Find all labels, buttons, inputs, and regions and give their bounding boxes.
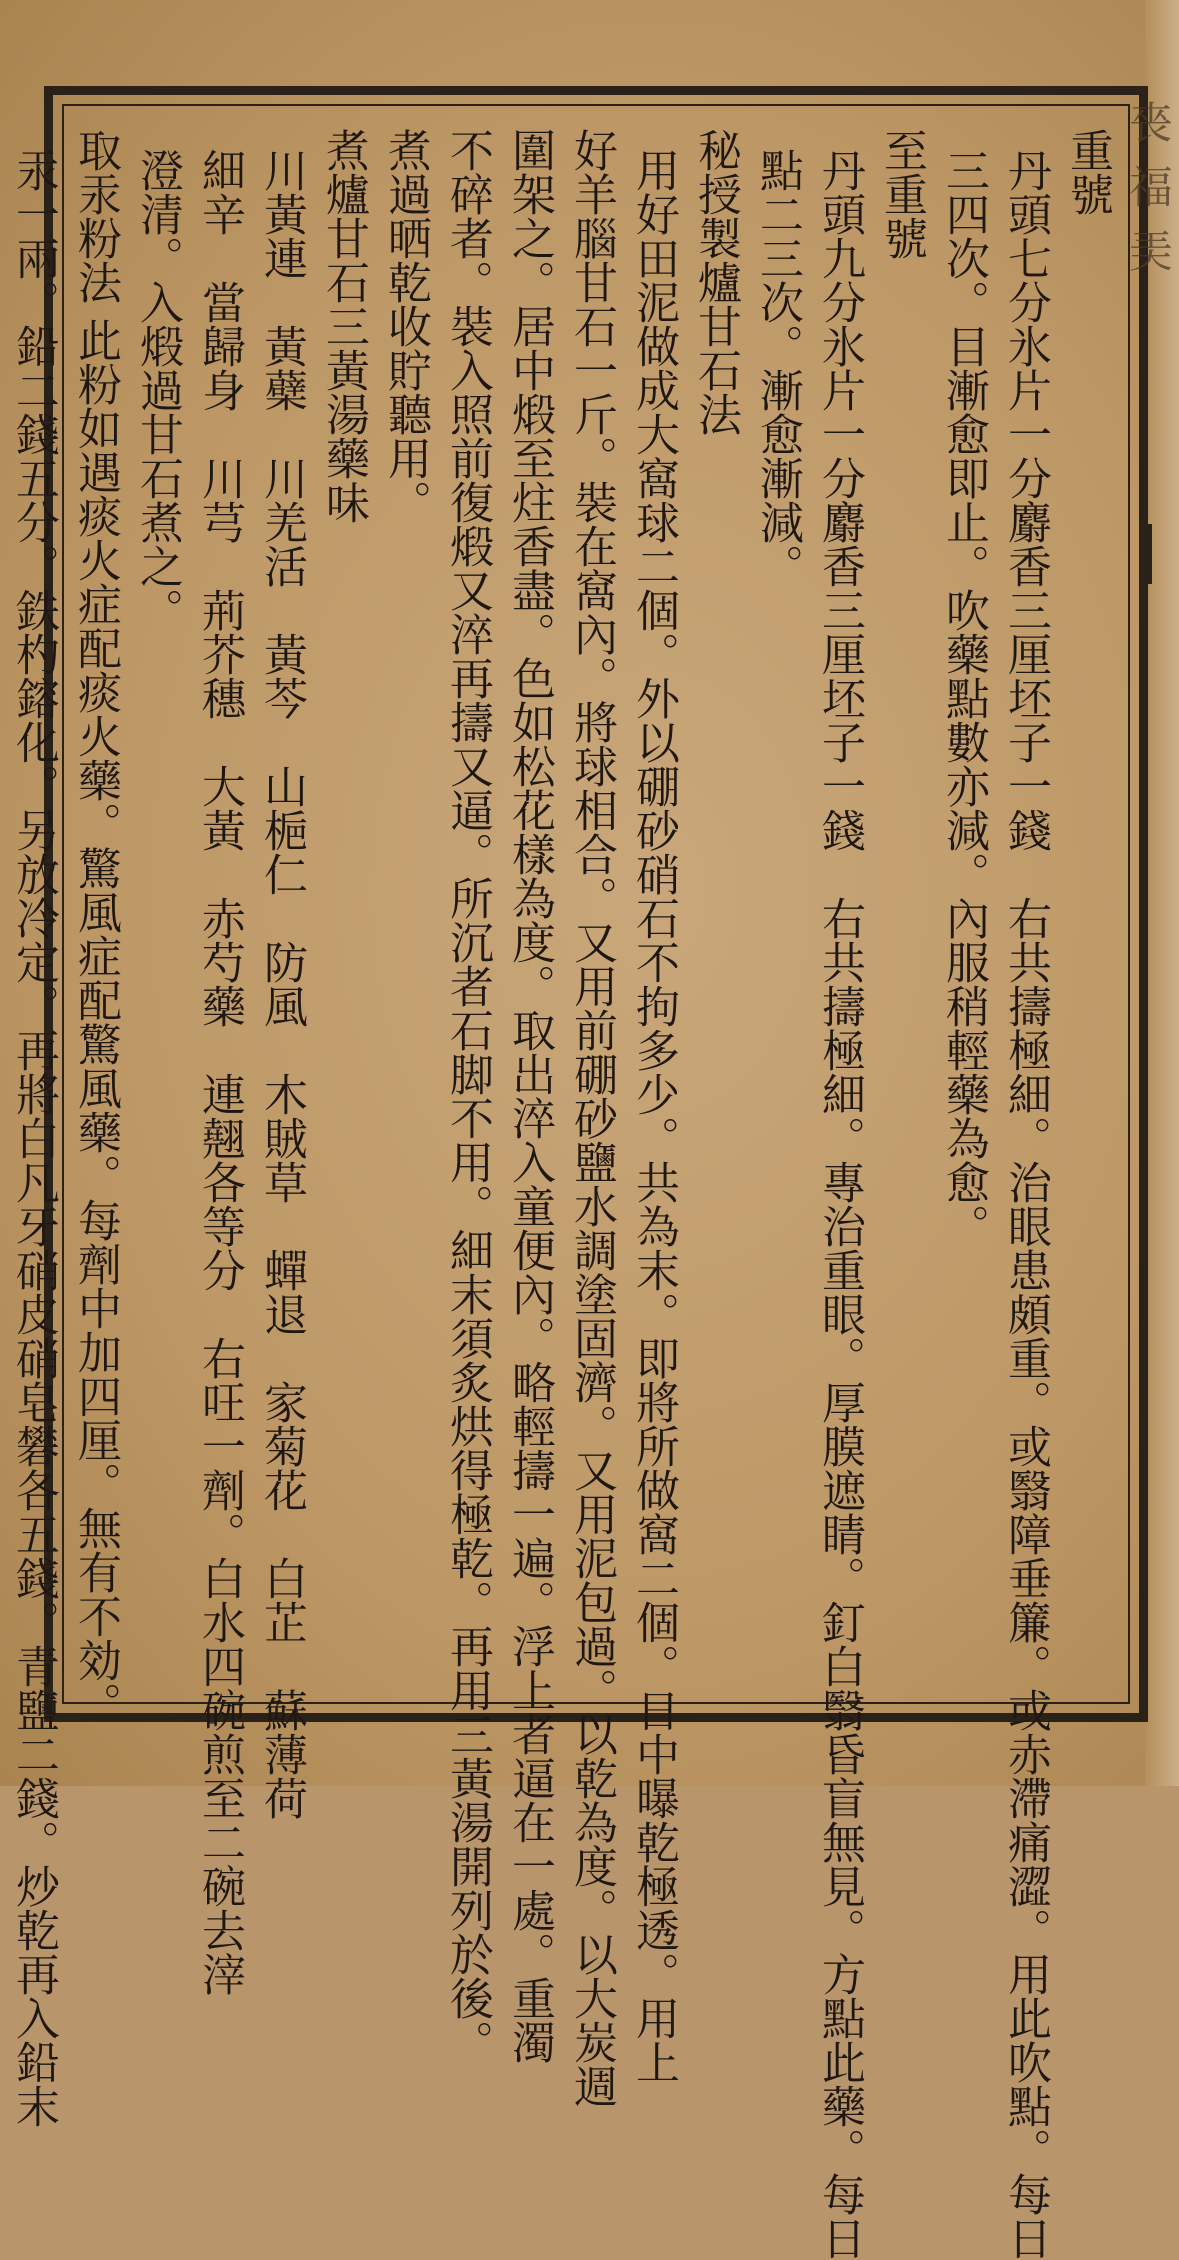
text-column-19 <box>0 128 2 1688</box>
text-column-7: 秘授製爐甘石法 <box>690 128 741 436</box>
text-column-18: 汞一兩。鉛二錢五分。鉄杓鎔化。另放冷定。再將白凡牙硝皮硝皂礬各五錢。青鹽二錢。炒乾再入鉛末 <box>8 148 59 2128</box>
text-column-14: 川黃連 黃蘗 川羌活 黃芩 山梔仁 防風 木賊草 蟬退 家菊花 白芷 蘇薄荷 <box>256 148 307 1820</box>
edge-title-fragment: 䘮福㺯 <box>1121 100 1172 292</box>
text-column-5: 丹頭九分氷片一分麝香三厘坯子一錢 右共擣極細。專治重眼。厚膜遮睛。釘白翳昏盲無見。方點此藥。每日 <box>814 148 865 2260</box>
text-column-4: 至重號 <box>876 128 927 260</box>
text-column-6: 點二三次。漸愈漸減。 <box>752 148 803 588</box>
text-column-12: 煮過晒乾收貯聽用。 <box>380 128 431 524</box>
text-column-2: 丹頭七分氷片一分麝香三厘坯子一錢 右共擣極細。治眼患頗重。或翳障垂簾。或赤滯痛澀。用此吹點。每日 <box>1000 148 1051 2260</box>
text-column-1: 重號 <box>1062 128 1113 216</box>
text-column-8: 用好田泥做成大窩球二個。外以硼砂硝石不拘多少。共為末。即將所做窩二個。日中曝乾極透。用上 <box>628 148 679 2084</box>
text-column-10: 圍架之。居中煅至炷香盡。色如松花樣為度。取出淬入童便內。略輕擣一遍。浮上者逼在一處。重濁 <box>504 128 555 2064</box>
text-column-15: 細辛 當歸身 川芎 荊芥穗 大黃 赤芍藥 連翹各等分 右㕵一劑。白水四碗煎至二碗去滓 <box>194 148 245 1996</box>
vertical-text-body <box>8 128 1118 2260</box>
text-column-17: 取汞粉法 此粉如遇痰火症配痰火藥。驚風症配驚風藥。每劑中加四厘。無有不効。 <box>70 128 121 1726</box>
text-column-11: 不碎者。裝入照前復煅又淬再擣又逼。所沉者石脚不用。細末須炙烘得極乾。再用三黃湯開列於後。 <box>442 128 493 2064</box>
text-column-3: 三四次。目漸愈即止。吹藥點數亦減。內服稍輕藥為愈。 <box>938 148 989 1248</box>
text-column-13: 煮爐甘石三黃湯藥味 <box>318 128 369 524</box>
text-column-16: 澄清。入煅過甘石煮之。 <box>132 148 183 632</box>
text-column-9: 好羊腦甘石一斤。裝在窩內。將球相合。又用前硼砂鹽水調塗固濟。又用泥包過。以乾為度。以大炭週 <box>566 128 617 2108</box>
